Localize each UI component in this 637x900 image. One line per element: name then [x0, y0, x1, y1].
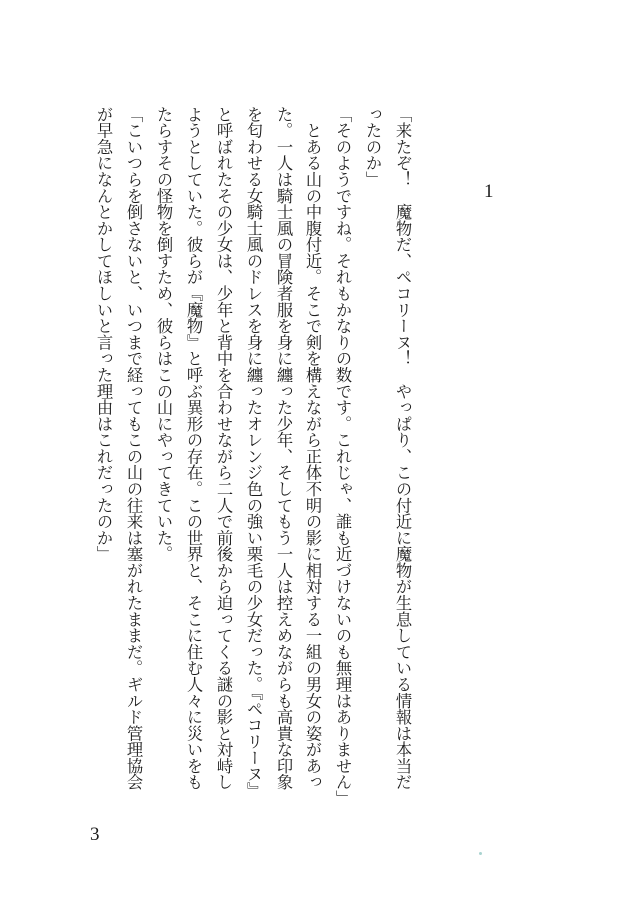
page-number: 3	[90, 824, 100, 845]
text-column: たらすその怪物を倒すため、彼らはこの山にやってきていた。	[154, 106, 173, 563]
scan-speck-mark	[479, 852, 482, 855]
text-column: ようとしていた。彼らが『魔物』と呼ぶ異形の存在。この世界と、そこに住む人々に災いをも	[184, 106, 203, 791]
chapter-number: 1	[484, 181, 494, 202]
text-column: た。一人は騎士風の冒険者服を身に纏った少年、そしてもう一人は控えめながらも高貴な印象	[274, 106, 293, 791]
text-column: 「こいつらを倒さないと、いつまで経ってもこの山の往来は塞がれたままだ。ギルド管理協会	[124, 106, 143, 791]
text-column: ったのか」	[363, 106, 382, 188]
text-column: が早急になんとかしてほしいと言った理由はこれだったのか」	[94, 106, 113, 563]
text-column: と呼ばれたその少女は、少年と背中を合わせながら二人で前後から迫ってくる謎の影と対峙し	[214, 106, 233, 791]
text-column: とある山の中腹付近。そこで剣を構えながら正体不明の影に相対する一組の男女の姿があっ	[303, 106, 322, 791]
text-column: 「来たぞ！ 魔物だ、ペコリーヌ！ やっぱり、この付近に魔物が生息している情報は本当だ	[393, 106, 412, 791]
text-column: を匂わせる女騎士風のドレスを身に纏ったオレンジ色の強い栗毛の少女だった。『ペコリーヌ』	[244, 106, 263, 799]
text-column: 「そのようですね。それもかなりの数です。これじゃ、誰も近づけないのも無理はありません」	[333, 106, 352, 807]
